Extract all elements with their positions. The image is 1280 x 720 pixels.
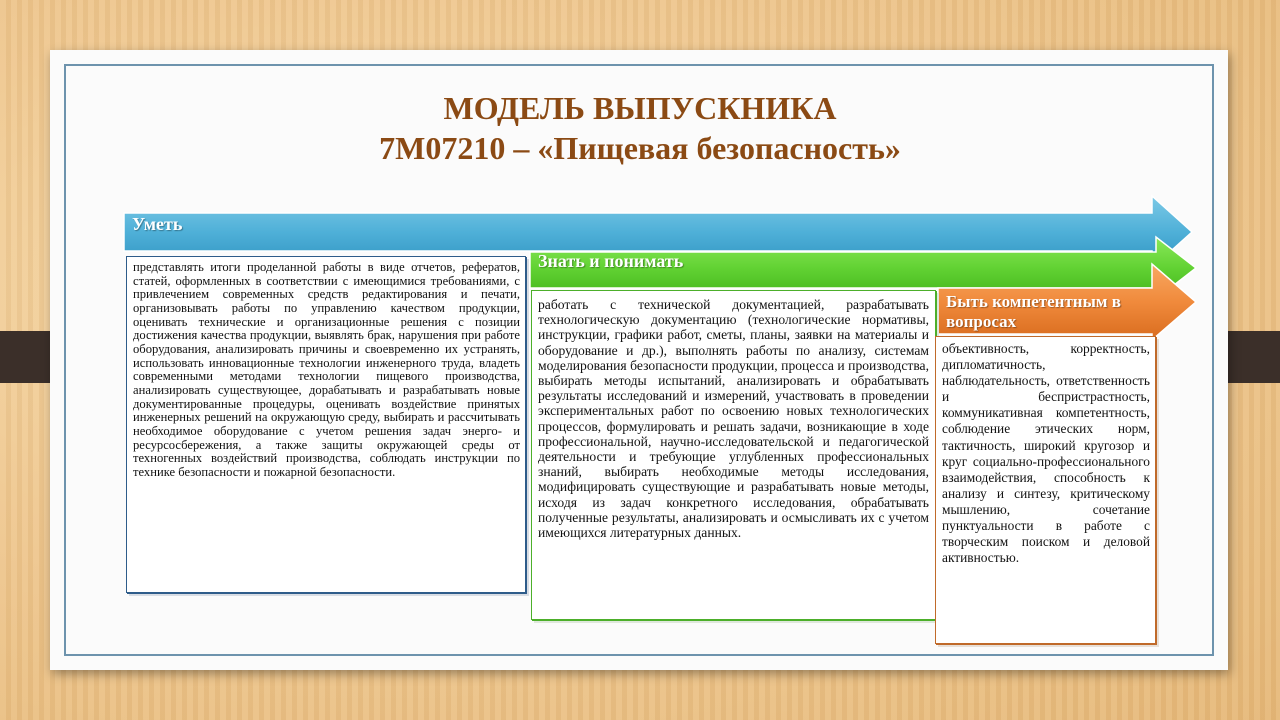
- label-znat: Знать и понимать: [538, 251, 684, 271]
- znat-text-box: [531, 290, 936, 620]
- kompetent-text-box: [935, 336, 1156, 644]
- kompetent-text: объективность, корректность, дипломатичность, наблюдательность, ответственность и беспристрастность, коммуникативная компетентность, соблюдение этических норм, тактичность, широкий кругозор и круг социально-профессионального взаимодействия, способность к анализу и синтезу, критическому мышлению, сочетание пунктуальности в работе с творческим поиском и деловой активностью.: [942, 341, 1150, 566]
- title-line-1: МОДЕЛЬ ВЫПУСКНИКА: [443, 90, 837, 126]
- title-line-2: 7М07210 – «Пищевая безопасность»: [379, 130, 901, 166]
- label-kompetent: Быть компетентным в вопросах: [946, 292, 1121, 331]
- znat-text: работать с технической документацией, разрабатывать технологическую документацию (технологические нормативы, инструкции, графики работ, сметы, планы, заявки на материалы и оборудование и др.), выполнять работы по анализу, системам моделирования безопасности продукции, процесса и производства, выбирать методы испытаний, анализировать и обрабатывать результаты исследований и измерений, участвовать в проведении экспериментальных работ по освоению новых технологических процессов, формулировать и решать задачи, возникающие в ходе профессиональной, научно-исследовательской и педагогической деятельности и требующие углубленных профессиональных знаний, выбирать необходимые методы исследования, модифицировать существующие и разрабатывать новые методы, исходя из задач конкретного исследования, обрабатывать полученные результаты, анализировать и осмысливать их с учетом имеющихся литературных данных.: [538, 297, 929, 541]
- umet-text-box: [126, 256, 526, 593]
- umet-text: представлять итоги проделанной работы в виде отчетов, рефератов, статей, оформленных в соответствии с имеющимися требованиями, с привлечением современных средств редактирования и печати, организовывать работы по управлению качеством продукции, оценивать технические и организационные решения с позиции достижения качества продукции, выявлять брак, нарушения при работе оборудования, анализировать причины и своевременно их устранять, использовать инновационные технологии инженерного труда, владеть современными методами технологии пищевого производства, анализировать существующее, дорабатывать и разрабатывать новые документированные процедуры, оценивать воздействие принятых инженерных решений на окружающую среду, выбирать и рассчитывать необходимое оборудование с учетом решения задач энерго- и ресурсосбережения, а также защиты окружающей среды от техногенных воздействий производства, соблюдать инструкции по технике безопасности и пожарной безопасности.: [133, 260, 520, 479]
- label-umet: Уметь: [132, 214, 183, 234]
